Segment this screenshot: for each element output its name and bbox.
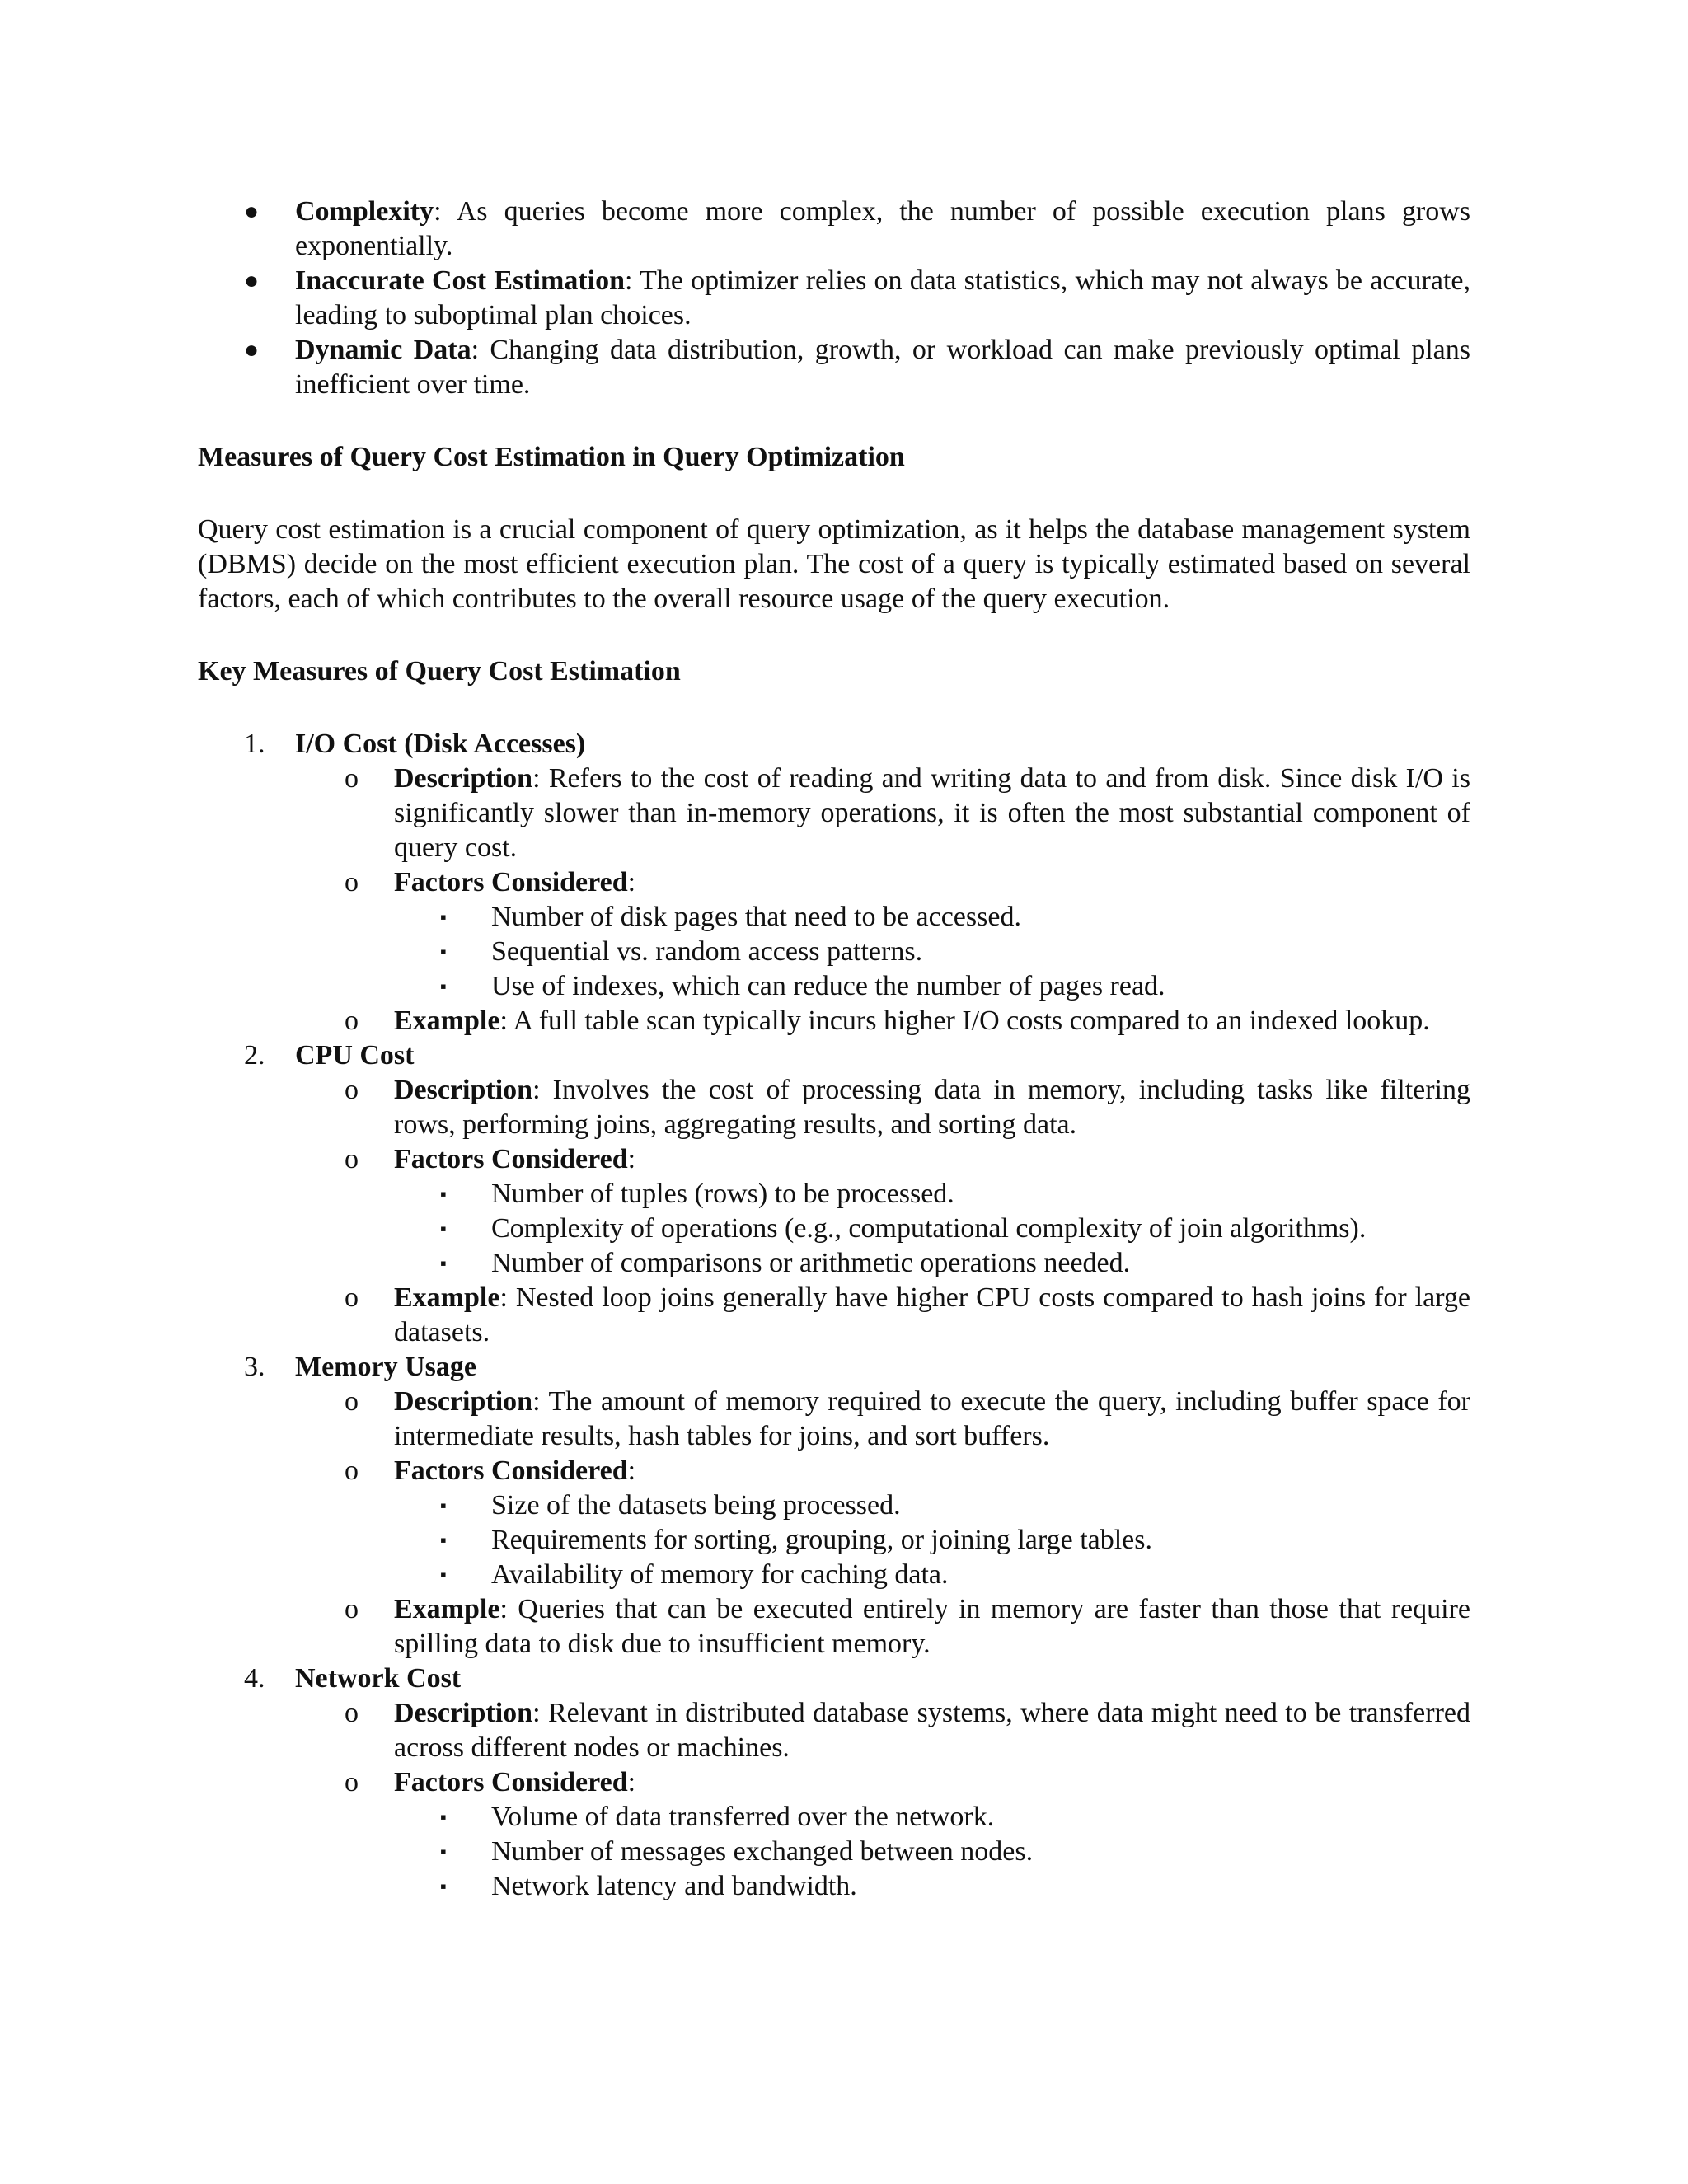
square-bullet-icon: ▪	[440, 1253, 447, 1273]
sub-marker: o	[345, 1698, 359, 1728]
factor-item	[295, 935, 1470, 969]
term: Complexity	[295, 196, 434, 227]
measure-item	[198, 727, 1470, 762]
measure-title: CPU Cost	[295, 1040, 415, 1071]
example-text: : Nested loop joins generally have higher CPU costs compared to hash joins for large datasets.	[394, 1282, 1470, 1347]
factors-label: Factors Considered	[394, 1455, 628, 1486]
term-text: : Changing data distribution, growth, or workload can make previously optimal plans inefficient over time.	[295, 335, 1470, 400]
square-bullet-icon: ▪	[440, 941, 447, 962]
factor-item	[295, 1558, 1470, 1592]
example-item	[295, 1592, 1470, 1661]
factor-item	[295, 1488, 1470, 1523]
example-text: : Queries that can be executed entirely in memory are faster than those that require spilling data to disk due to insufficient memory.	[394, 1594, 1470, 1659]
section-title: Measures of Query Cost Estimation in Query Optimization	[198, 442, 905, 472]
factor-item	[295, 1835, 1470, 1869]
square-bullet-icon: ▪	[440, 1495, 447, 1516]
factors-label: Factors Considered	[394, 1144, 628, 1174]
factor-item	[295, 1800, 1470, 1835]
description-text: : The amount of memory required to execute the query, including buffer space for intermediate results, hash tables for joins, and sort buffers.	[394, 1386, 1470, 1451]
measure-title: Memory Usage	[295, 1352, 476, 1382]
example-label: Example	[394, 1282, 500, 1313]
term-text: : The optimizer relies on data statistics, which may not always be accurate, leading to suboptimal plan choices.	[295, 265, 1470, 330]
challenges-list	[198, 194, 1470, 402]
measure-item	[198, 1350, 1470, 1385]
sub-marker: o	[345, 1144, 359, 1174]
square-bullet-icon: ▪	[440, 907, 447, 927]
factor-item	[295, 1869, 1470, 1904]
description-item	[295, 1385, 1470, 1454]
example-label: Example	[394, 1005, 500, 1036]
list-item	[198, 194, 1470, 264]
key-measures-title: Key Measures of Query Cost Estimation	[198, 656, 681, 687]
square-bullet-icon: ▪	[440, 1218, 447, 1239]
factors-item	[295, 1454, 1470, 1488]
factor-item	[295, 1246, 1470, 1281]
sub-marker: o	[345, 867, 359, 898]
sub-marker: o	[345, 1282, 359, 1313]
description-label: Description	[394, 1698, 533, 1728]
colon: :	[627, 867, 636, 898]
sub-marker: o	[345, 763, 359, 794]
factor-text: Network latency and bandwidth.	[491, 1871, 857, 1901]
description-label: Description	[394, 1386, 533, 1417]
term: Inaccurate Cost Estimation	[295, 265, 625, 296]
list-item	[198, 333, 1470, 402]
measure-item	[198, 1661, 1470, 1696]
colon: :	[627, 1455, 636, 1486]
description-item	[295, 762, 1470, 865]
factor-text: Requirements for sorting, grouping, or joining large tables.	[491, 1525, 1153, 1555]
sub-marker: o	[345, 1386, 359, 1417]
description-text: : Involves the cost of processing data in memory, including tasks like filtering rows, performing joins, aggregating results, and sorting data.	[394, 1075, 1470, 1140]
measure-item	[198, 1038, 1470, 1073]
example-text: : A full table scan typically incurs higher I/O costs compared to an indexed lookup.	[499, 1005, 1430, 1036]
measures-list	[198, 727, 1470, 1904]
square-bullet-icon: ▪	[440, 1183, 447, 1204]
factors-label: Factors Considered	[394, 867, 628, 898]
description-item	[295, 1073, 1470, 1142]
description-text: : Refers to the cost of reading and writing data to and from disk. Since disk I/O is significantly slower than in-memory operations, it is often the most substantial component of query cost.	[394, 763, 1470, 863]
factor-text: Availability of memory for caching data.	[491, 1559, 949, 1590]
colon: :	[627, 1144, 636, 1174]
factors-item	[295, 1142, 1470, 1177]
sub-marker: o	[345, 1767, 359, 1797]
factors-label: Factors Considered	[394, 1767, 628, 1797]
factor-text: Volume of data transferred over the network.	[491, 1802, 995, 1832]
intro-paragraph: Query cost estimation is a crucial component of query optimization, as it helps the database management system (DBMS) decide on the most efficient execution plan. The cost of a query is typically estimated based on several factors, each of which contributes to the overall resource usage of the query execution.	[198, 514, 1470, 614]
sub-marker: o	[345, 1075, 359, 1105]
square-bullet-icon: ▪	[440, 1807, 447, 1827]
example-item	[295, 1281, 1470, 1350]
term: Dynamic Data	[295, 335, 471, 365]
factor-text: Number of disk pages that need to be accessed.	[491, 902, 1021, 932]
factor-item	[295, 1177, 1470, 1212]
sub-marker: o	[345, 1594, 359, 1624]
term-text: : As queries become more complex, the number of possible execution plans grows exponentially.	[295, 196, 1470, 261]
square-bullet-icon: ▪	[440, 1841, 447, 1862]
description-label: Description	[394, 763, 533, 794]
measure-number: 1.	[244, 729, 265, 759]
factor-text: Sequential vs. random access patterns.	[491, 936, 923, 967]
factor-text: Size of the datasets being processed.	[491, 1490, 901, 1521]
factor-text: Complexity of operations (e.g., computational complexity of join algorithms).	[491, 1213, 1367, 1244]
measure-title: Network Cost	[295, 1663, 462, 1694]
description-item	[295, 1696, 1470, 1765]
factor-text: Number of comparisons or arithmetic operations needed.	[491, 1248, 1131, 1278]
document-page	[198, 194, 1470, 1904]
example-label: Example	[394, 1594, 500, 1624]
square-bullet-icon: ▪	[440, 1564, 447, 1585]
factor-item	[295, 1212, 1470, 1246]
bullet-icon: ●	[244, 198, 260, 225]
measure-number: 2.	[244, 1040, 265, 1071]
sub-marker: o	[345, 1005, 359, 1036]
factors-item	[295, 1765, 1470, 1800]
measure-number: 4.	[244, 1663, 265, 1694]
square-bullet-icon: ▪	[440, 976, 447, 996]
factor-item	[295, 900, 1470, 935]
bullet-icon: ●	[244, 267, 260, 294]
bullet-icon: ●	[244, 336, 260, 363]
square-bullet-icon: ▪	[440, 1876, 447, 1896]
description-text: : Relevant in distributed database systems, where data might need to be transferred across different nodes or machines.	[394, 1698, 1470, 1763]
description-label: Description	[394, 1075, 533, 1105]
measure-title: I/O Cost (Disk Accesses)	[295, 729, 586, 759]
sub-marker: o	[345, 1455, 359, 1486]
factor-item	[295, 1523, 1470, 1558]
factor-text: Number of messages exchanged between nodes.	[491, 1836, 1034, 1867]
colon: :	[627, 1767, 636, 1797]
factors-item	[295, 865, 1470, 900]
factor-item	[295, 969, 1470, 1004]
example-item	[295, 1004, 1470, 1038]
factor-text: Number of tuples (rows) to be processed.	[491, 1179, 954, 1209]
square-bullet-icon: ▪	[440, 1530, 447, 1550]
measure-number: 3.	[244, 1352, 265, 1382]
list-item	[198, 264, 1470, 333]
factor-text: Use of indexes, which can reduce the number of pages read.	[491, 971, 1165, 1001]
